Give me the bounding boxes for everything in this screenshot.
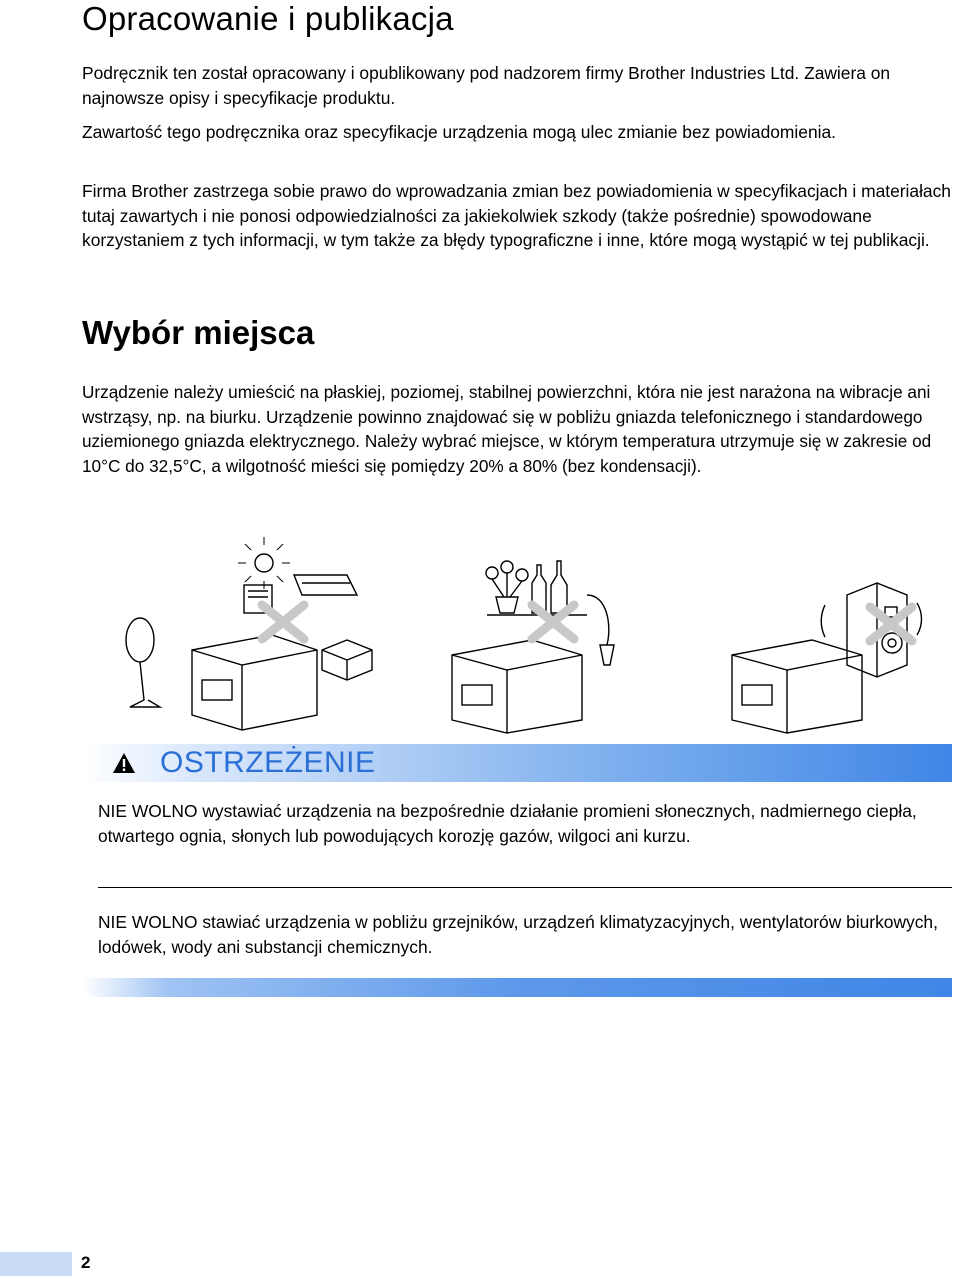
page-title: Opracowanie i publikacja [82, 0, 454, 37]
warning-title: OSTRZEŻENIE [160, 746, 376, 779]
illustration-heat-sources [122, 535, 402, 735]
illustration-speaker [702, 535, 952, 735]
warning-item-2: NIE WOLNO stawiać urządzenia w pobliżu grzejników, urządzeń klimatyzacyjnych, wentylatorów biurkowych, lodówek, wody ani substancji chemicznych. [98, 912, 938, 957]
changes-paragraph: Zawartość tego podręcznika oraz specyfikacje urządzenia mogą ulec zmianie bez powiadomienia. [82, 122, 836, 142]
section-title-location: Wybór miejsca [82, 314, 315, 351]
placement-illustrations [82, 535, 952, 745]
location-paragraph: Urządzenie należy umieścić na płaskiej, poziomej, stabilnej powierzchni, która nie jest narażona na wibracje ani wstrząsy, np. na biurku. Urządzenie powinno znajdować się w pobliżu gniazda telefonicznego i standardowego uziemionego gniazda elektrycznego. Należy wybrać miejsce, w którym temperatura utrzymuje się w zakresie od 10°C do 32,5°C, a wilgotność mieści się pomiędzy 20% a 80% (bez kondensacji). [82, 382, 932, 476]
warning-footer-band [82, 978, 952, 997]
intro-paragraph: Podręcznik ten został opracowany i opublikowany pod nadzorem firmy Brother Industries Ltd. Zawiera on najnowsze opisy i specyfikacje produktu. [82, 63, 891, 108]
warning-triangle-icon [112, 752, 136, 774]
warning-item-1: NIE WOLNO wystawiać urządzenia na bezpośrednie działanie promieni słonecznych, nadmiernego ciepła, otwartego ognia, słonych lub powodujących korozję gazów, wilgoci ani kurzu. [98, 801, 917, 846]
illustration-liquids [412, 535, 662, 735]
disclaimer-paragraph: Firma Brother zastrzega sobie prawo do wprowadzania zmian bez powiadomienia w specyfikacjach i materiałach tutaj zawartych i nie ponosi odpowiedzialności za jakiekolwiek szkody (także pośrednie) spowodowane korzystaniem z tych informacji, w tym także za błędy typograficzne i inne, które mogą wystąpić w tej publikacji. [82, 181, 951, 250]
page-number-tab [0, 1252, 72, 1276]
warning-divider [98, 887, 952, 888]
warning-header-band [82, 744, 952, 782]
page-number: 2 [81, 1253, 91, 1272]
